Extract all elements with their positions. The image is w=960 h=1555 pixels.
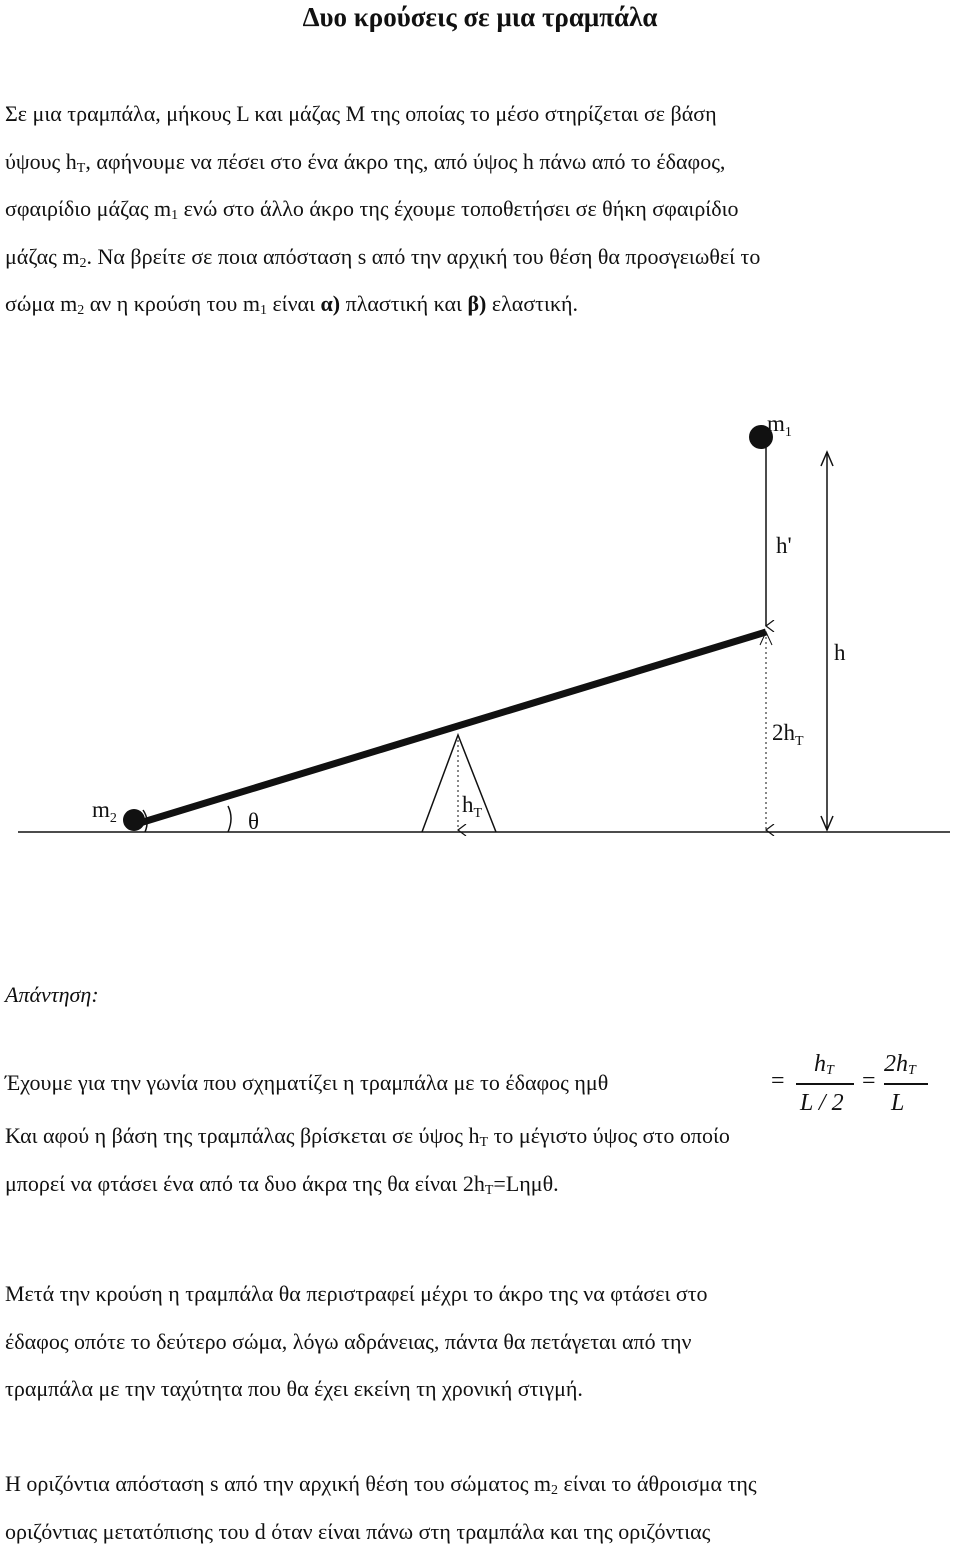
seesaw-plank xyxy=(130,632,766,826)
page-title: Δυο κρούσεις σε μια τραμπάλα xyxy=(0,2,960,33)
two-hT-label: $2h_T$ xyxy=(772,720,804,749)
fraction-1-denominator: L / 2 xyxy=(800,1090,844,1117)
m2-label: $m_2$ xyxy=(92,797,117,826)
fraction-1-numerator: $h_T$ xyxy=(814,1051,834,1078)
fraction-2-numerator: $2h_T$ xyxy=(884,1051,916,1078)
m1-label: $m_1$ xyxy=(767,411,792,440)
fulcrum-base xyxy=(422,735,496,832)
h-prime-label: h' xyxy=(776,533,792,558)
paragraph-3 xyxy=(5,1460,955,1555)
problem-line-2: ύψους $h_T$, αφήνουμε να πέσει στο ένα άκρο της, από ύψος h πάνω από το έδαφος, xyxy=(5,138,955,186)
theta-label: θ xyxy=(248,809,259,834)
ball-m2 xyxy=(123,809,145,831)
eq-sign-2: = xyxy=(862,1068,876,1095)
problem-line-3: σφαιρίδιο μάζας $m_1$ ενώ στο άλλο άκρο της έχουμε τοποθετήσει σε θήκη σφαιρίδιο xyxy=(5,185,955,233)
answer-paragraph xyxy=(5,1112,955,1207)
fraction-1-bar xyxy=(796,1083,854,1085)
fraction-2-bar xyxy=(884,1083,928,1085)
problem-line-4: μάζας $m_2$. Να βρείτε σε ποια απόσταση s από την αρχική του θέση θα προσγειωθεί το xyxy=(5,233,955,281)
para3-line-1: Η οριζόντια απόσταση s από την αρχική θέση του σώματος $m_2$ είναι το άθροισμα της xyxy=(5,1460,955,1508)
answer-equation-text: Έχουμε για την γωνία που σχηματίζει η τραμπάλα με το έδαφος ημθ xyxy=(5,1070,608,1096)
answer-label: Απάντηση: xyxy=(5,982,99,1008)
para2-line-3: τραμπάλα με την ταχύτητα που θα έχει εκείνη τη χρονική στιγμή. xyxy=(5,1365,955,1413)
seesaw-figure xyxy=(0,400,960,870)
para2-line-2: έδαφος οπότε το δεύτερο σώμα, λόγω αδράνειας, πάντα θα πετάγεται από την xyxy=(5,1318,955,1366)
answer-line-3: μπορεί να φτάσει ένα από τα δυο άκρα της θα είναι $2h_T=L\eta\mu\theta$. xyxy=(5,1160,955,1208)
hT-label: $h_T$ xyxy=(462,792,483,821)
h-label: h xyxy=(834,640,846,665)
problem-statement xyxy=(5,90,955,328)
fraction-2-denominator: L xyxy=(891,1090,904,1117)
para3-line-2: οριζόντιας μετατόπισης του d όταν είναι πάνω στη τραμπάλα και της οριζόντιας xyxy=(5,1508,955,1555)
problem-line-5: σώμα $m_2$ αν η κρούση του $m_1$ είναι α) πλαστική και β) ελαστική. xyxy=(5,280,955,328)
eq-sign-1: = xyxy=(771,1068,785,1095)
paragraph-2 xyxy=(5,1270,955,1413)
para2-line-1: Μετά την κρούση η τραμπάλα θα περιστραφεί μέχρι το άκρο της να φτάσει στο xyxy=(5,1270,955,1318)
answer-line-2: Και αφού η βάση της τραμπάλας βρίσκεται σε ύψος $h_T$ το μέγιστο ύψος στο οποίο xyxy=(5,1112,955,1160)
problem-line-1: Σε μια τραμπάλα, μήκους L και μάζας M της οποίας το μέσο στηρίζεται σε βάση xyxy=(5,90,955,138)
